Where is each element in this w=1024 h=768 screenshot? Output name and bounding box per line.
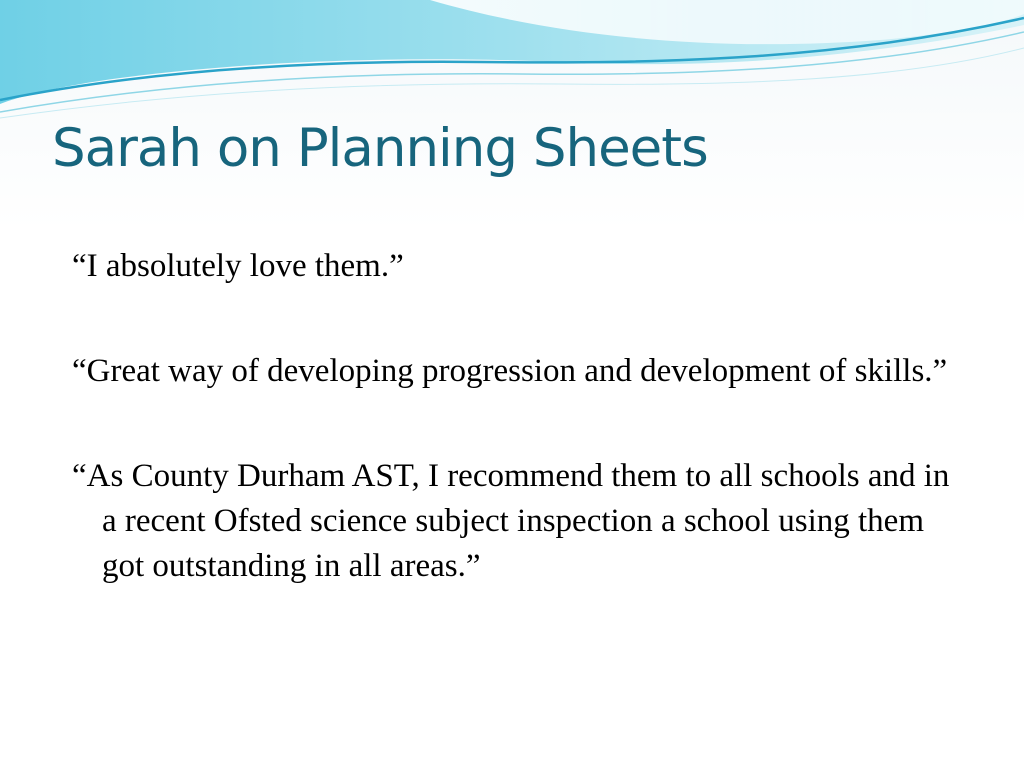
quote-item: “I absolutely love them.” <box>72 248 404 284</box>
quote-item: “Great way of developing progression and development of skills.” <box>72 353 948 389</box>
wave-decoration <box>0 0 1024 130</box>
slide-title: Sarah on Planning Sheets <box>52 118 708 179</box>
quote-list <box>72 244 972 649</box>
quote-item: “As County Durham AST, I recommend them to all schools and in a recent Ofsted science subject inspection a school using them got outstanding in all areas.” <box>72 458 950 584</box>
